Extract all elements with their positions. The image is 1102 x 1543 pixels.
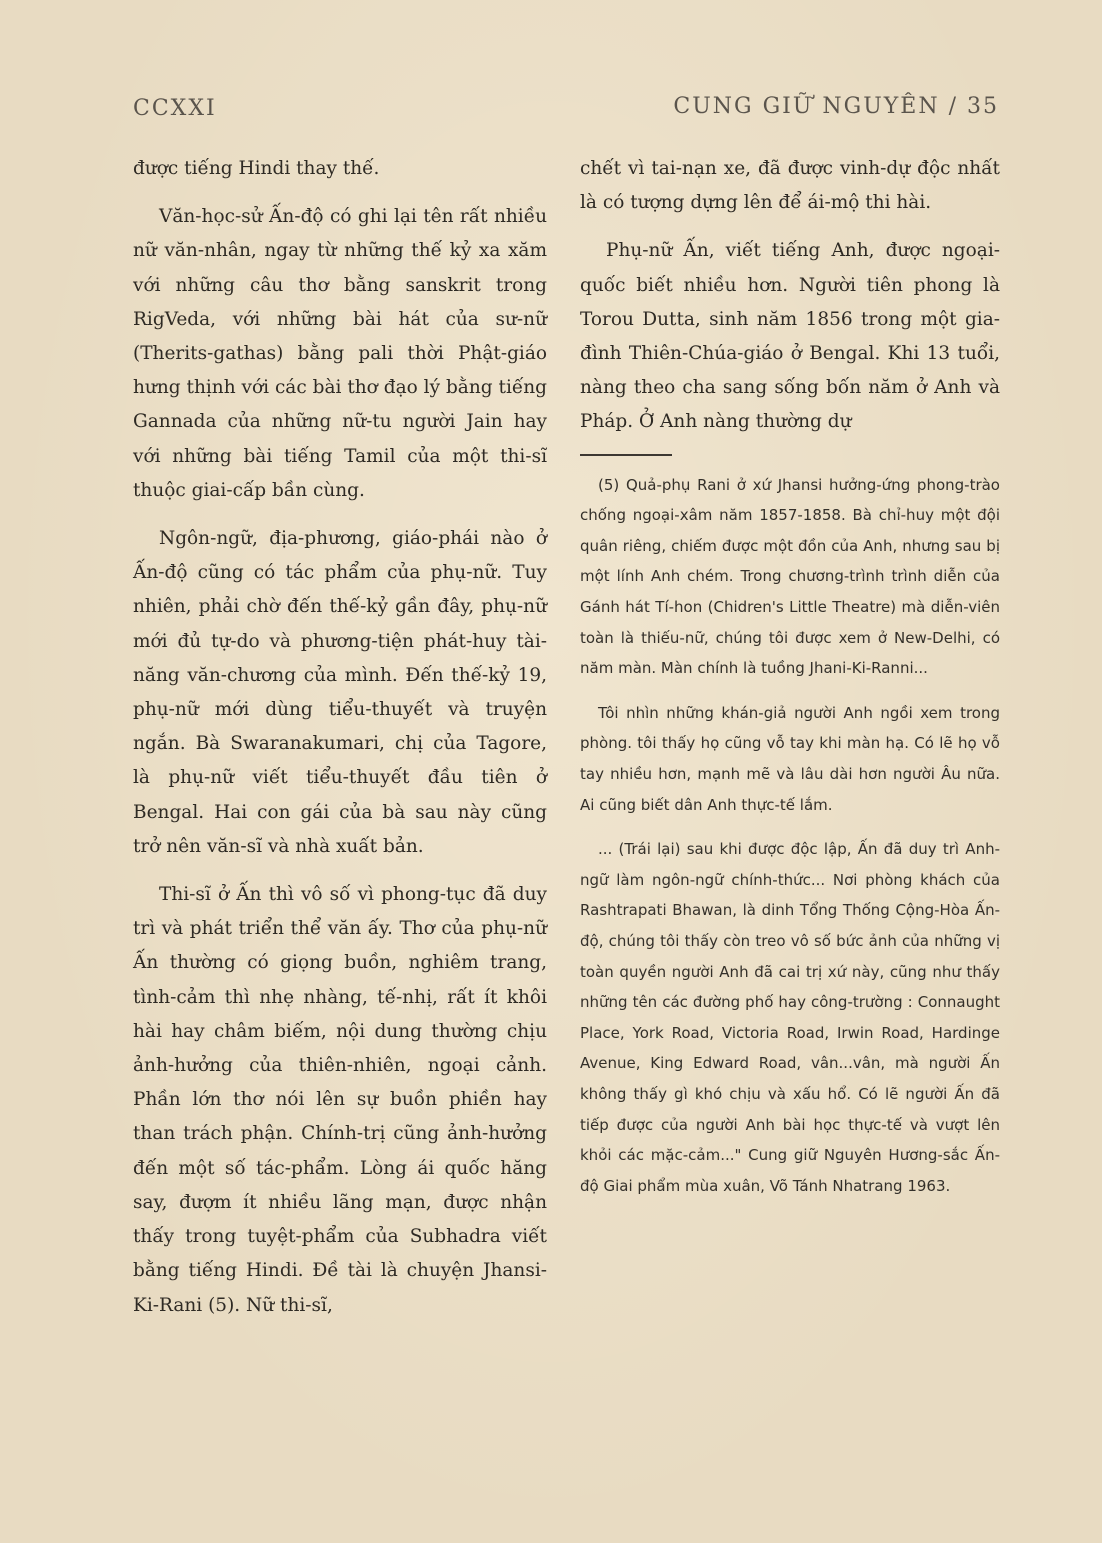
- paragraph: chết vì tai-nạn xe, đã được vinh-dự độc nhất là có tượng dựng lên để ái-mộ thi hài.: [580, 158, 1000, 214]
- footnote-quote: Tôi nhìn những khán-giả người Anh ngồi xem trong phòng. tôi thấy họ cũng vỗ tay khi màn hạ. Có lẽ họ vỗ tay nhiều hơn, mạnh mẽ và lâu dài hơn người Âu nữa. Ai cũng biết dân Anh thực-tế lắm.: [580, 703, 1000, 814]
- left-column: [133, 152, 547, 1337]
- paragraph: Ngôn-ngữ, địa-phương, giáo-phái nào ở Ấn-độ cũng có tác phẩm của phụ-nữ. Tuy nhiên, phải chờ đến thế-kỷ gần đây, phụ-nữ mới đủ tự-do và phương-tiện phát-huy tài-năng văn-chương của mình. Đến thế-kỷ 19, phụ-nữ mới dùng tiểu-thuyết và truyện ngắn. Bà Swaranakumari, chị của Tagore, là phụ-nữ viết tiểu-thuyết đầu tiên ở Bengal. Hai con gái của bà sau này cũng trở nên văn-sĩ và nhà xuất bản.: [133, 528, 547, 857]
- paragraph: Thi-sĩ ở Ấn thì vô số vì phong-tục đã duy trì và phát triển thể văn ấy. Thơ của phụ-nữ Ấn thường có giọng buồn, nghiêm trang, tình-cảm thì nhẹ nhàng, tế-nhị, rất ít khôi hài hay châm biếm, nội dung thường chịu ảnh-hưởng của thiên-nhiên, ngoại cảnh. Phần lớn thơ nói lên sự buồn phiền hay than trách phận. Chính-trị cũng ảnh-hưởng đến một số tác-phẩm. Lòng ái quốc hăng say, đượm ít nhiều lãng mạn, được nhận thấy trong tuyệt-phẩm của Subhadra viết bằng tiếng Hindi. Đề tài là chuyện Jhansi-Ki-Rani (5). Nữ thi-sĩ,: [133, 884, 547, 1316]
- footnote: (5) Quả-phụ Rani ở xứ Jhansi hưởng-ứng phong-trào chống ngoại-xâm năm 1857-1858. Bà chỉ-huy một đội quân riêng, chiếm được một đồn của Anh, nhưng sau bị một lính Anh chém. Trong chương-trình trình diễn của Gánh hát Tí-hon (Chidren's Little Theatre) mà diễn-viên toàn là thiếu-nữ, chúng tôi được xem ở New-Delhi, có năm màn. Màn chính là tuồng Jhani-Ki-Ranni...: [580, 475, 1000, 678]
- footnote-quote: ... (Trái lại) sau khi được độc lập, Ấn đã duy trì Anh-ngữ làm ngôn-ngữ chính-thức... Nơi phòng khách của Rashtrapati Bhawan, là dinh Tổng Thống Cộng-Hòa Ấn-độ, chúng tôi thấy còn treo vô số bức ảnh của những vị toàn quyền người Anh đã cai trị xứ này, cũng như thấy những tên các đường phố hay công-trường : Connaught Place, York Road, Victoria Road, Irwin Road, Hardinge Avenue, King Edward Road, vân...vân, mà người Ấn không thấy gì khó chịu và xấu hổ. Có lẽ người Ấn đã tiếp được của người Anh bài học thực-tế và vượt lên khỏi các mặc-cảm..." Cung giữ Nguyên Hương-sắc Ấn-độ Giai phẩm mùa xuân, Võ Tánh Nhatrang 1963.: [580, 840, 1000, 1195]
- running-header: CUNG GIỮ NGUYÊN / 35: [673, 94, 999, 119]
- footnote-divider: [580, 454, 672, 456]
- paragraph: Phụ-nữ Ấn, viết tiếng Anh, được ngoại-quốc biết nhiều hơn. Người tiên phong là Torou Dutta, sinh năm 1856 trong một gia-đình Thiên-Chúa-giáo ở Bengal. Khi 13 tuổi, nàng theo cha sang sống bốn năm ở Anh và Pháp. Ở Anh nàng thường dự: [580, 240, 1000, 433]
- right-column: [580, 152, 1000, 1215]
- page-section-header: CCXXI: [133, 96, 217, 121]
- paragraph: Văn-học-sử Ấn-độ có ghi lại tên rất nhiều nữ văn-nhân, ngay từ những thế kỷ xa xăm với những câu thơ bằng sanskrit trong RigVeda, với những bài hát của sư-nữ (Therits-gathas) bằng pali thời Phật-giáo hưng thịnh với các bài thơ đạo lý bằng tiếng Gannada của những nữ-tu người Jain hay với những bài tiếng Tamil của một thi-sĩ thuộc giai-cấp bần cùng.: [133, 206, 547, 501]
- paragraph: được tiếng Hindi thay thế.: [133, 158, 380, 179]
